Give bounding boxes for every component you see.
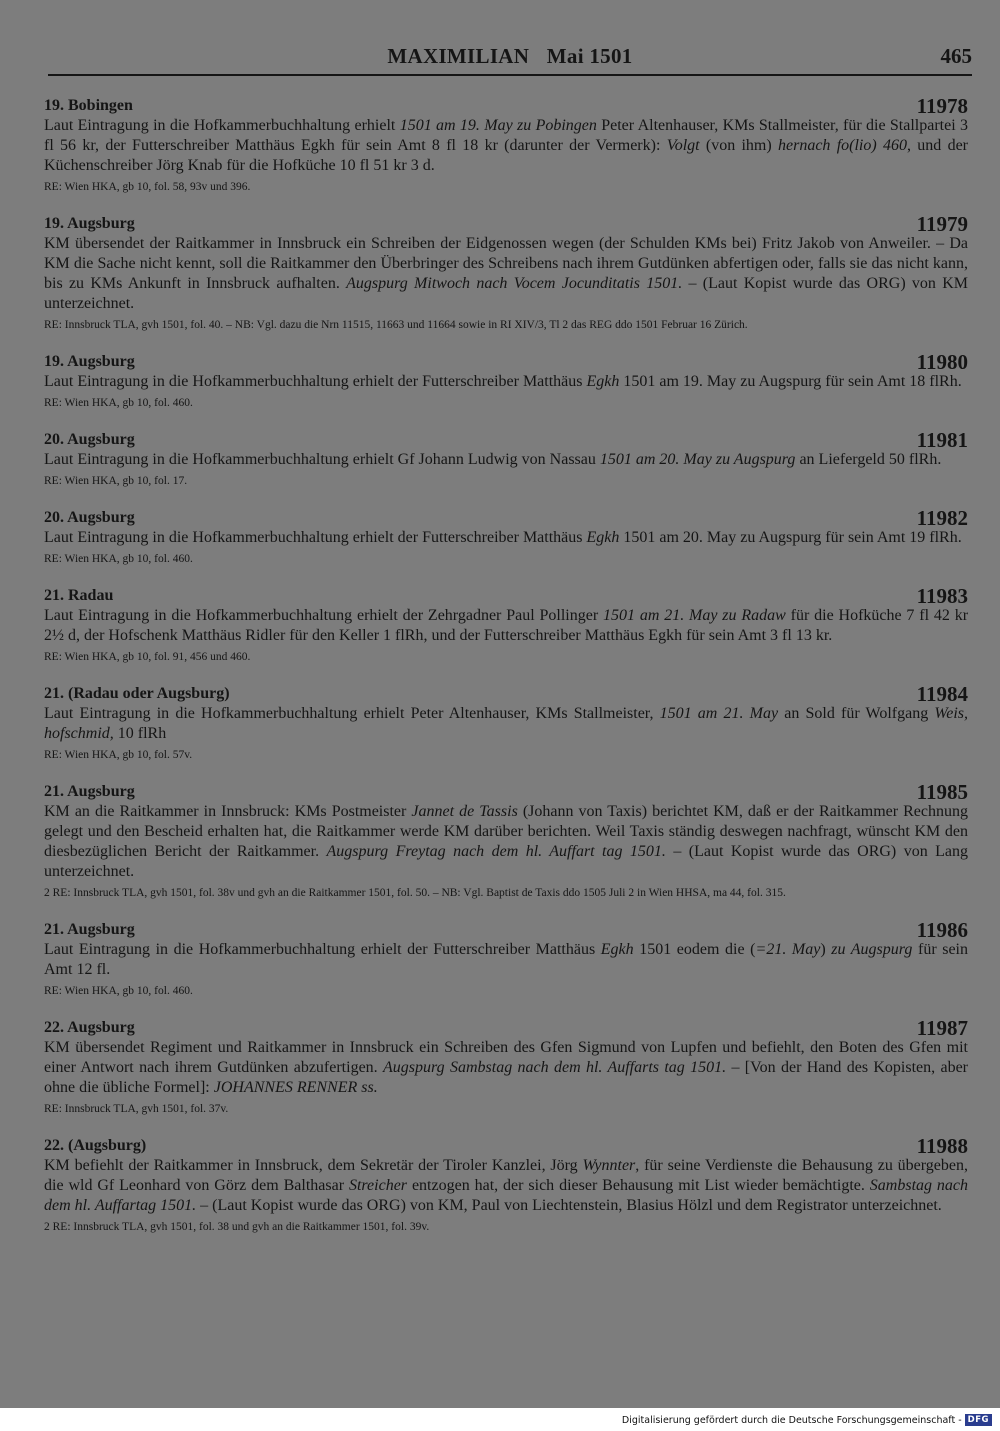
- entry-header: [42, 1134, 968, 1156]
- text-run: KM übersendet der Raitkammer in Innsbruck ein Schreiben der Eidgenossen wegen (der Schulden KMs bei) Fritz Jakob von Anweiler. – Da KM die Sache nicht kennt, soll die Raitkammer den Überbringer des Schreibens nach ihrem Gutdünken abfertigen oder, falls sie das nicht kann, bis zu KMs Ankunft in Innsbruck aufhalten.: [44, 235, 968, 292]
- entry-text: [42, 940, 968, 980]
- text-run: , und der Küchenschreiber Jörg Knab für die Hofküche 10 fl 51 kr 3 d.: [44, 137, 969, 174]
- text-run: Laut Eintragung in die Hofkammerbuchhaltung erhielt Peter Altenhauser, KMs Stallmeister,: [44, 705, 660, 722]
- text-run: 1501 am 20. May zu Augspurg für sein Amt 19 flRh.: [619, 529, 962, 546]
- italic-text: Egkh: [586, 373, 620, 390]
- italic-text: JOHANNES RENNER ss.: [213, 1079, 378, 1096]
- italic-text: Sambstag nach dem hl. Auffartag 1501.: [44, 1177, 969, 1214]
- italic-text: Wynnter: [582, 1157, 636, 1174]
- entry-date-place: 20. Augsburg: [44, 431, 135, 448]
- entry-text: [42, 450, 968, 470]
- entry-header: [42, 506, 968, 528]
- regesta-list: [42, 94, 968, 1252]
- page-header: [48, 44, 972, 72]
- text-run: Laut Eintragung in die Hofkammerbuchhaltung erhielt der Futterschreiber Matthäus: [44, 529, 587, 546]
- text-run: Laut Eintragung in die Hofkammerbuchhaltung erhielt: [44, 117, 400, 134]
- entry-text: [42, 606, 968, 646]
- text-run: Laut Eintragung in die Hofkammerbuchhaltung erhielt der Futterschreiber Matthäus: [44, 373, 587, 390]
- text-run: (von ihm): [699, 137, 778, 154]
- italic-text: Egkh: [586, 529, 620, 546]
- entry-number: 11981: [916, 428, 968, 452]
- entry-number: 11986: [916, 918, 968, 942]
- entry-number: 11984: [916, 682, 968, 706]
- entry-reference: RE: Wien HKA, gb 10, fol. 57v.: [44, 749, 193, 761]
- italic-text: zu Augspurg: [831, 941, 913, 958]
- text-run: Laut Eintragung in die Hofkammerbuchhaltung erhielt der Futterschreiber Matthäus: [44, 941, 601, 958]
- text-run: – [Von der Hand des Kopisten, aber ohne die übliche Formel]:: [44, 1059, 969, 1096]
- italic-text: =21. May: [755, 941, 821, 958]
- regest-entry: [42, 780, 968, 901]
- italic-text: hernach fo(lio) 460: [778, 137, 907, 154]
- italic-text: Augspurg Sambstag nach dem hl. Auffarts tag 1501.: [383, 1059, 727, 1076]
- italic-text: 1501 am 21. May zu Radaw: [602, 607, 786, 624]
- entry-date-place: 20. Augsburg: [44, 509, 135, 526]
- entry-number: 11980: [916, 350, 968, 374]
- text-run: an Liefergeld 50 flRh.: [795, 451, 942, 468]
- entry-number: 11988: [916, 1134, 968, 1158]
- entry-reference: RE: Wien HKA, gb 10, fol. 460.: [44, 985, 193, 997]
- entry-reference: RE: Wien HKA, gb 10, fol. 17.: [44, 475, 188, 487]
- entry-number: 11983: [916, 584, 968, 608]
- entry-reference: RE: Wien HKA, gb 10, fol. 91, 456 und 460.: [44, 651, 251, 663]
- entry-text: [42, 1156, 968, 1216]
- entry-text: [42, 234, 968, 314]
- entry-date-place: 19. Augsburg: [44, 353, 135, 370]
- text-run: KM übersendet Regiment und Raitkammer in Innsbruck ein Schreiben des Gfen Sigmund von Lupfen und befiehlt, den Boten des Gfen mit einer Antwort nach ihrem Gutdünken abzufertigen.: [44, 1039, 968, 1076]
- text-run: für sein Amt 12 fl.: [44, 941, 969, 978]
- text-run: Peter Altenhauser, KMs Stallmeister, für die Stallpartei 3 fl 56 kr, der Futterschreiber Matthäus Egkh für sein Amt 8 fl 18 kr (darunter der Vermerk):: [44, 117, 969, 154]
- entry-text: [42, 1038, 968, 1098]
- entry-header: [42, 428, 968, 450]
- italic-text: Egkh: [600, 941, 634, 958]
- header-subtitle: Mai 1501: [546, 44, 633, 68]
- dfg-logo: DFG: [965, 1414, 992, 1426]
- text-run: – (Laut Kopist wurde das ORG) von KM unterzeichnet.: [44, 275, 968, 312]
- entry-text: [42, 372, 968, 392]
- text-run: – (Laut Kopist wurde das ORG) von KM, Paul von Liechtenstein, Blasius Hölzl und dem Registrator unterzeichnet.: [196, 1197, 942, 1214]
- regest-entry: [42, 212, 968, 333]
- footer: [622, 1413, 992, 1427]
- italic-text: Augspurg Freytag nach dem hl. Auffart tag 1501.: [326, 843, 666, 860]
- regest-entry: [42, 506, 968, 567]
- italic-text: Volgt: [666, 137, 700, 154]
- italic-text: Augspurg Mitwoch nach Vocem Jocunditatis 1501.: [346, 275, 683, 292]
- text-run: KM befiehlt der Raitkammer in Innsbruck, dem Sekretär der Tiroler Kanzlei, Jörg: [44, 1157, 583, 1174]
- entry-date-place: 21. Augsburg: [44, 783, 135, 800]
- text-run: entzogen hat, der sich dieser Behausung mit List wieder bemächtigte.: [407, 1177, 870, 1194]
- entry-header: [42, 1016, 968, 1038]
- text-run: ): [820, 941, 832, 958]
- text-run: für die Hofküche 7 fl 42 kr 2½ d, der Hofschenk Matthäus Ridler für den Keller 1 flRh, und der Futterschreiber Matthäus Egkh für sein Amt 3 fl 13 kr.: [44, 607, 969, 644]
- entry-reference: RE: Wien HKA, gb 10, fol. 460.: [44, 553, 193, 565]
- entry-reference: RE: Wien HKA, gb 10, fol. 58, 93v und 396.: [44, 181, 251, 193]
- entry-number: 11987: [916, 1016, 968, 1040]
- italic-text: Jannet de Tassis: [411, 803, 518, 820]
- text-run: 1501 am 19. May zu Augspurg für sein Amt 18 flRh.: [619, 373, 962, 390]
- entry-date-place: 19. Augsburg: [44, 215, 135, 232]
- italic-text: 1501 am 21. May: [659, 705, 779, 722]
- italic-text: 1501 am 20. May zu Augspurg: [599, 451, 796, 468]
- entry-date-place: 22. Augsburg: [44, 1019, 135, 1036]
- entry-number: 11978: [916, 94, 968, 118]
- entry-header: [42, 918, 968, 940]
- entry-reference: RE: Innsbruck TLA, gvh 1501, fol. 40. – NB: Vgl. dazu die Nrn 11515, 11663 und 11664 sowie in RI XIV/3, Tl 2 das REG ddo 1501 Februar 16 Zürich.: [44, 319, 748, 331]
- italic-text: Weis, hofschmid,: [44, 705, 969, 742]
- text-run: , für seine Verdienste die Behausung zu übergeben, die wld Gf Leonhard von Görz dem Balthasar: [44, 1157, 968, 1194]
- entry-reference: RE: Innsbruck TLA, gvh 1501, fol. 37v.: [44, 1103, 229, 1115]
- header-rule: [48, 74, 972, 76]
- text-run: KM an die Raitkammer in Innsbruck: KMs Postmeister: [44, 803, 412, 820]
- regest-entry: [42, 584, 968, 665]
- running-title: [48, 44, 972, 69]
- entry-date-place: 22. (Augsburg): [44, 1137, 147, 1154]
- entry-header: [42, 350, 968, 372]
- regest-entry: [42, 1134, 968, 1235]
- entry-reference: 2 RE: Innsbruck TLA, gvh 1501, fol. 38v und gvh an die Raitkammer 1501, fol. 50. – NB: Vgl. Baptist de Taxis ddo 1505 Juli 2 in Wien HHSA, ma 44, fol. 315.: [44, 887, 786, 899]
- entry-date-place: 21. (Radau oder Augsburg): [44, 685, 230, 702]
- entry-header: [42, 682, 968, 704]
- entry-number: 11982: [916, 506, 968, 530]
- text-run: – (Laut Kopist wurde das ORG) von Lang unterzeichnet.: [44, 843, 969, 880]
- entry-date-place: 21. Radau: [44, 587, 114, 604]
- text-run: Laut Eintragung in die Hofkammerbuchhaltung erhielt der Zehrgadner Paul Pollinger: [44, 607, 603, 624]
- regest-entry: [42, 682, 968, 763]
- entry-text: [42, 802, 968, 882]
- regest-entry: [42, 428, 968, 489]
- text-run: an Sold für Wolfgang: [778, 705, 935, 722]
- entry-header: [42, 780, 968, 802]
- regest-entry: [42, 1016, 968, 1117]
- entry-text: [42, 704, 968, 744]
- entry-date-place: 21. Augsburg: [44, 921, 135, 938]
- entry-reference: RE: Wien HKA, gb 10, fol. 460.: [44, 397, 193, 409]
- entry-header: [42, 584, 968, 606]
- entry-text: [42, 528, 968, 548]
- entry-number: 11979: [916, 212, 968, 236]
- entry-text: [42, 116, 968, 176]
- regest-entry: [42, 350, 968, 411]
- header-title: MAXIMILIAN: [387, 44, 530, 68]
- text-run: 1501 eodem die (: [633, 941, 756, 958]
- text-run: 10 flRh: [113, 725, 167, 742]
- footer-text: Digitalisierung gefördert durch die Deutsche Forschungsgemeinschaft -: [621, 1414, 962, 1426]
- entry-header: [42, 94, 968, 116]
- entry-date-place: 19. Bobingen: [44, 97, 133, 114]
- italic-text: 1501 am 19. May zu Pobingen: [399, 117, 597, 134]
- text-run: (Johann von Taxis) berichtet KM, daß er der Raitkammer Rechnung gelegt und den Bescheid erhalten hat, die Raitkammer werde KM darüber berichten. Weil Taxis ständig deswegen nachfragt, wünscht KM den diesbezüglichen Bericht der Raitkammer.: [44, 803, 969, 860]
- regest-entry: [42, 94, 968, 195]
- entry-header: [42, 212, 968, 234]
- entry-number: 11985: [916, 780, 968, 804]
- entry-reference: 2 RE: Innsbruck TLA, gvh 1501, fol. 38 und gvh an die Raitkammer 1501, fol. 39v.: [44, 1221, 430, 1233]
- regest-entry: [42, 918, 968, 999]
- italic-text: Streicher: [348, 1177, 408, 1194]
- page-number: 465: [940, 44, 972, 68]
- text-run: Laut Eintragung in die Hofkammerbuchhaltung erhielt Gf Johann Ludwig von Nassau: [44, 451, 600, 468]
